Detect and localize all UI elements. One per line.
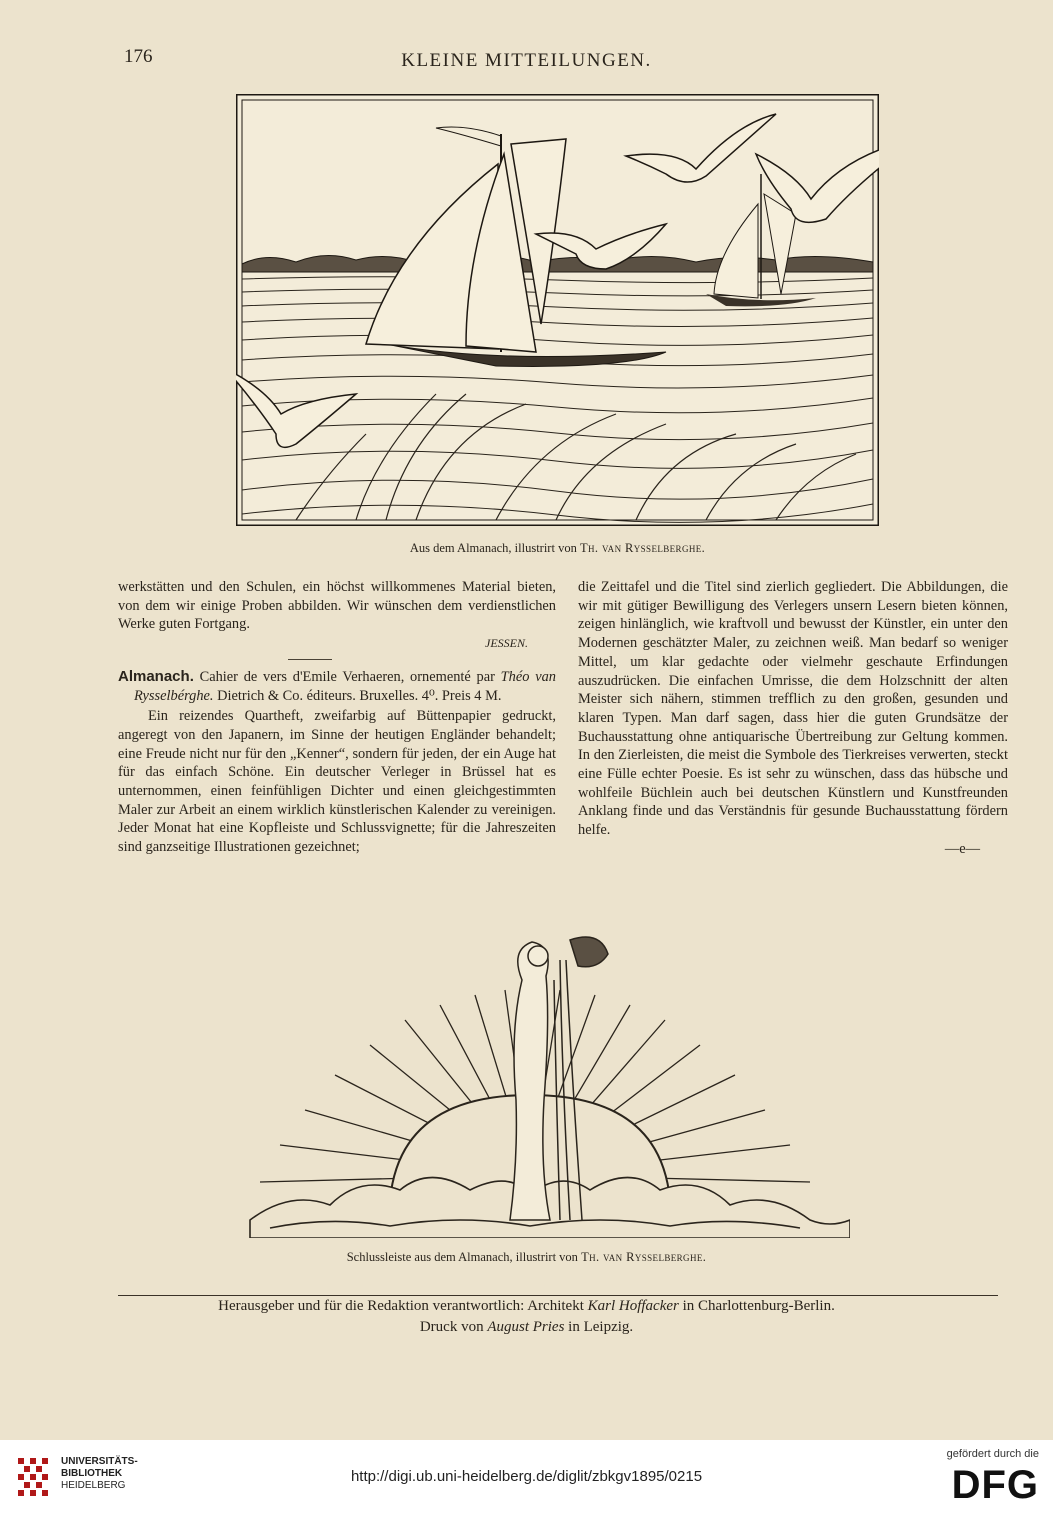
- tailpiece-vignette: [210, 920, 850, 1238]
- right-column: [578, 578, 1008, 859]
- caption-author: Th. van Rysselberghe.: [579, 541, 706, 555]
- dfg-logo-icon[interactable]: DFG: [951, 1463, 1039, 1507]
- illustration-caption: [236, 541, 879, 556]
- caption-text: Aus dem Almanach, illustrirt von: [409, 541, 577, 555]
- caption-text: Schlussleiste aus dem Almanach, illustrirt von: [346, 1250, 578, 1264]
- imprint-text: Herausgeber und für die Redaktion verantwortlich: Architekt: [218, 1298, 584, 1314]
- left-column: [118, 578, 556, 857]
- printer-name: August Pries: [487, 1319, 565, 1335]
- page-number: 176: [124, 46, 153, 67]
- editor-name: Karl Hoffacker: [587, 1298, 679, 1314]
- caption-author: Th. van Rysselberghe.: [581, 1250, 707, 1264]
- paragraph: werkstätten und den Schulen, ein höchst willkommenes Material bieten, von dem wir einige Proben abbilden. Wir wünschen dem verdienstlichen Werke guten Fortgang.: [118, 579, 556, 633]
- entry-title: Almanach.: [118, 667, 194, 685]
- digitization-footer-bar: [0, 1440, 1053, 1515]
- vignette-caption: [0, 1250, 1053, 1265]
- entry-text: Cahier de vers d'Emile Verhaeren, ornementé par: [199, 668, 495, 685]
- library-name-line: HEIDELBERG: [61, 1480, 126, 1491]
- library-name-line: BIBLIOTHEK: [61, 1468, 123, 1479]
- review-entry-heading: [118, 668, 556, 705]
- source-url-link[interactable]: http://digi.ub.uni-heidelberg.de/diglit/zbkgv1895/0215: [350, 1468, 703, 1485]
- imprint-text: Druck von: [419, 1319, 484, 1335]
- paragraph: Ein reizendes Quartheft, zweifarbig auf Büttenpapier gedruckt, angeregt von den Japanern, im Sinne der heutigen Engländer behandelt; eine Freude nicht nur für den „Kenner“, sondern für jeden, der ein Auge hat für das einfach Schöne. Ein deutscher Verleger in Brüssel hat es unternommen, einen feinfühligen Dichter und einen gleichgestimmten Maler zur Arbeit an einem wirklich künstlerischen Kalender zu vereinigen. Jeder Monat hat eine Kopfleiste und Schlussvignette; für die Jahreszeiten sind ganzseitige Illustrationen gezeichnet;: [118, 708, 556, 856]
- sailboat-illustration: [236, 94, 879, 526]
- author-signature: —e—: [944, 840, 980, 857]
- imprint-publisher-line: [0, 1298, 1053, 1315]
- author-signature: JESSEN.: [485, 636, 528, 651]
- running-title: KLEINE MITTEILUNGEN.: [401, 50, 652, 71]
- funding-caption: gefördert durch die: [946, 1448, 1039, 1460]
- imprint-text: in Charlottenburg-Berlin.: [682, 1298, 835, 1314]
- imprint-printer-line: [0, 1319, 1053, 1336]
- imprint-text: in Leipzig.: [568, 1319, 634, 1335]
- paragraph: die Zeittafel und die Titel sind zierlich gegliedert. Die Abbildungen, die wir mit gütiger Bewilligung des Verlegers unsern Lesern bieten können, zeigen hinlänglich, wie kraftvoll und bewusst der Künstler, ein unter den Modernen geschätzter Maler, zu zeichnen weiß. Man bedarf so weniger Mittel, um klar gedachte oder vielmehr geschaute Erfindungen auszudrücken. Die einfachen Umrisse, die dem Holzschnitt der alten Meister sich nähern, stimmen trefflich zu den großen, gesunden und klaren Typen. Man darf sagen, dass hier die guten Grundsätze der Buchausstattung ohne antiquarische Übertreibung zur Geltung kommen. In den Zierleisten, die meist die Symbole des Tierkreises verwerten, steckt eine Fülle echter Poesie. Es ist sehr zu wünschen, dass das hübsche und wohlfeile Büchlein auch bei deutschen Künstlern und Kunstfreunden Anklang finde und das Verständnis für gesunde Buchausstattung fördern helfe.: [578, 579, 1008, 839]
- library-name-line: UNIVERSITÄTS-: [61, 1456, 138, 1467]
- footer-divider: [118, 1295, 998, 1296]
- entry-illustrator: Théo van Rysselbérghe.: [134, 668, 556, 704]
- entry-publisher: Dietrich & Co. éditeurs. Bruxelles. 4⁰. Preis 4 M.: [217, 687, 502, 704]
- divider: [288, 659, 332, 660]
